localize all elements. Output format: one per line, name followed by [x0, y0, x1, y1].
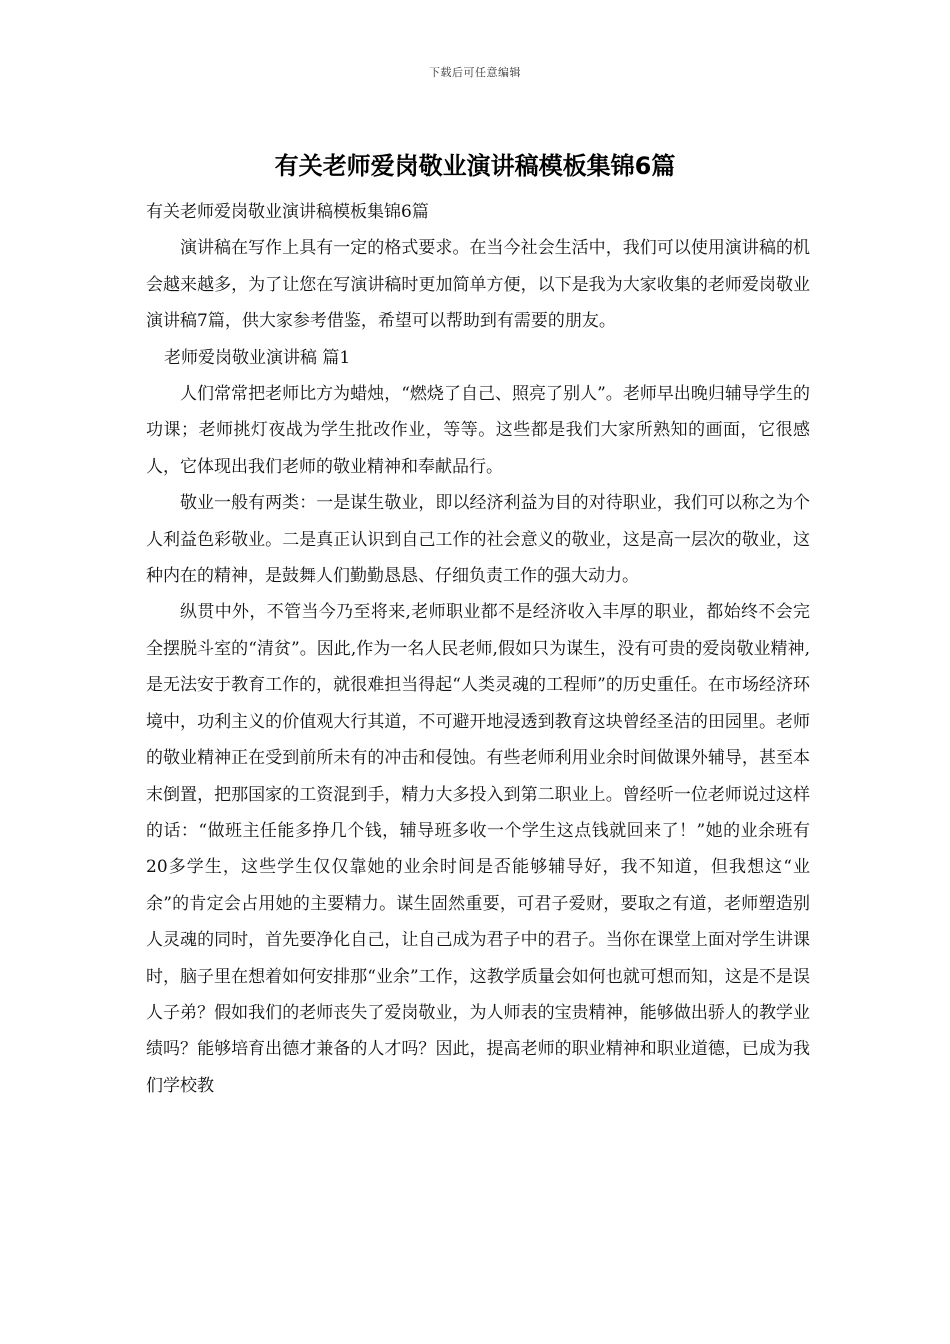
document-body [146, 194, 810, 1104]
body-paragraph: 人们常常把老师比方为蜡烛，“燃烧了自己、照亮了别人”。老师早出晚归辅导学生的功课；老师挑灯夜战为学生批改作业，等等。这些都是我们大家所熟知的画面，它很感人，它体现出我们老师的敬业精神和奉献品行。 [146, 384, 810, 477]
intro-paragraph: 演讲稿在写作上具有一定的格式要求。在当今社会生活中，我们可以使用演讲稿的机会越来越多，为了让您在写演讲稿时更加简单方便，以下是我为大家收集的老师爱岗敬业演讲稿7篇，供大家参考借鉴，希望可以帮助到有需要的朋友。 [146, 238, 810, 332]
document-title: 有关老师爱岗敬业演讲稿模板集锦6篇 [274, 152, 676, 180]
subtitle-line: 有关老师爱岗敬业演讲稿模板集锦6篇 [146, 202, 429, 222]
body-paragraph: 敬业一般有两类：一是谋生敬业，即以经济利益为目的对待职业，我们可以称之为个人利益色彩敬业。二是真正认识到自己工作的社会意义的敬业，这是高一层次的敬业，这种内在的精神，是鼓舞人们勤勤恳恳、仔细负责工作的强大动力。 [146, 493, 810, 587]
body-paragraph: 纵贯中外，不管当今乃至将来,老师职业都不是经济收入丰厚的职业，都始终不会完全摆脱斗室的“清贫”。因此,作为一名人民老师,假如只为谋生，没有可贵的爱岗敬业精神,是无法安于教育工作的，就很难担当得起“人类灵魂的工程师”的历史重任。在市场经济环境中，功利主义的价值观大行其道，不可避开地浸透到教育这块曾经圣洁的田园里。老师的敬业精神正在受到前所未有的冲击和侵蚀。有些老师利用业余时间做课外辅导，甚至本末倒置，把那国家的工资混到手，精力大多投入到第二职业上。曾经听一位老师说过这样的话：“做班主任能多挣几个钱，辅导班多收一个学生这点钱就回来了！”她的业余班有20多学生，这些学生仅仅靠她的业余时间是否能够辅导好，我不知道，但我想这“业余”的肯定会占用她的主要精力。谋生固然重要，可君子爱财，要取之有道，老师塑造别人灵魂的同时，首先要净化自己，让自己成为君子中的君子。当你在课堂上面对学生讲课时，脑子里在想着如何安排那“业余”工作，这教学质量会如何也就可想而知，这是不是误人子弟？假如我们的老师丧失了爱岗敬业，为人师表的宝贵精神，能够做出骄人的教学业绩吗？能够培育出德才兼备的人才吗？因此，提高老师的职业精神和职业道德，已成为我们学校教 [146, 602, 810, 1096]
section-heading: 老师爱岗敬业演讲稿 篇1 [164, 347, 351, 368]
page-header-note: 下载后可任意编辑 [429, 66, 521, 79]
